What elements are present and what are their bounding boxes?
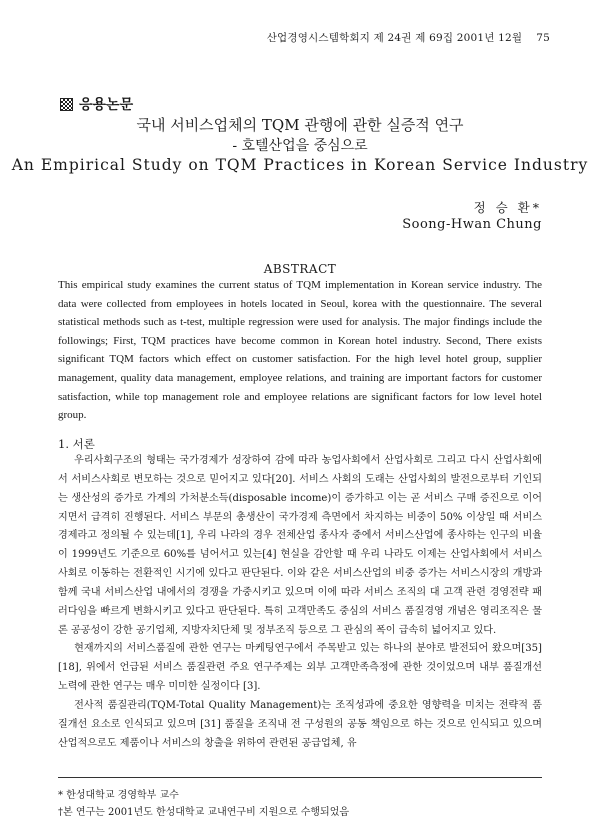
english-title: An Empirical Study on TQM Practices in Korean Service Industry (11, 156, 589, 174)
running-header (267, 30, 550, 45)
body-paragraph: 우리사회구조의 형태는 국가경제가 성장하여 감에 따라 농업사회에서 산업사회로 그리고 다시 산업사회에서 서비스사회로 변모하는 것으로 믿어지고 있다[20]. 서비스 사회의 도래는 산업사회의 발전으로부터 기인되는 생산성의 증가로 가계의 가처분소득(disposable income)이 증가하고 이는 곧 서비스 구매 증진으로 이어지면서 급격히 진행된다. 서비스 부문의 총생산이 국가경제 측면에서 차지하는 비중이 50% 이상일 때 서비스 경제라고 정의될 수 있는데[1], 우리 나라의 경우 전체산업 종사자 중에서 서비스산업에 종사하는 인구의 비율이 1999년도 기준으로 60%를 넘어서고 있는[4] 현실을 감안할 때 우리 나라도 이제는 산업사회에서 서비스사회로 이동하는 전환적인 시기에 있다고 판단된다. 이와 같은 서비스산업의 비중 증가는 서비스시장의 개방과 함께 국내 서비스산업 내에서의 경쟁을 가중시키고 있으며 이에 따라 서비스 조직의 대 고객 관련 경영전략 패러다임을 빠르게 변화시키고 있다고 판단된다. 특히 고객만족도 중심의 서비스 품질경영 개념은 영리조직은 물론 공공성이 강한 공기업체, 지방자치단체 및 정부조직 등으로 그 관심의 폭이 급속히 넓어지고 있다. (58, 455, 542, 636)
author-korean: 정 승 환* (473, 200, 542, 215)
author-english: Soong-Hwan Chung (402, 217, 542, 232)
body-paragraph: 전사적 품질관리(TQM-Total Quality Management)는 조직성과에 중요한 영향력을 미치는 전략적 품질개선 요소로 인식되고 있으며 [31] 품질을 조직내 전 구성원의 공동 책임으로 하는 것으로 인식되고 있으며 산업적으로도 제품이나 서비스의 창출을 위하여 관련된 공급업체, 유 (58, 699, 542, 749)
section-heading: 1. 서론 (58, 437, 95, 451)
abstract-text: This empirical study examines the current status of TQM implementation in Korean service industry. The data were collected from employees in hotels located in Seoul, korea with the questionnaire. The several statistical methods such as t-test, multiple regression were used for analysis. The major findings include the followings; First, TQM practices have become common in Korean hotel industry. Second, There exists significant TQM factors which effect on customer satisfaction. For the high level hotel group, supplier management, quality data management, employee relations, and training are important factors for customer satisfaction, while top management role and employee relations are significant factors for low level hotel group. (58, 279, 542, 422)
footnote-funding: †본 연구는 2001년도 한성대학교 교내연구비 지원으로 수행되었음 (58, 807, 350, 818)
footnote-divider (58, 777, 542, 778)
abstract-heading: ABSTRACT (263, 262, 337, 276)
body-paragraph: 현재까지의 서비스품질에 관한 연구는 마케팅연구에서 주목받고 있는 하나의 분야로 발전되어 왔으며[35][18], 위에서 언급된 서비스 품질관련 주요 연구주제는 외부 고객만족측정에 관한 것이었으며 내부 품질개선 노력에 관한 연구는 매우 미미한 실정이다 [3]. (58, 643, 542, 693)
korean-subtitle: - 호텔산업을 중심으로 (232, 138, 368, 154)
journal-info: 산업경영시스템학회지 제 24권 제 69집 2001년 12월 (266, 32, 523, 44)
section-tag-label: 응용논문 (79, 97, 134, 113)
body-text (58, 452, 542, 754)
footnote-affiliation: * 한성대학교 경영학부 교수 (58, 790, 179, 801)
korean-title: 국내 서비스업체의 TQM 관행에 관한 실증적 연구 (136, 116, 464, 134)
checkered-square-icon (60, 98, 73, 111)
section-tag (60, 94, 133, 114)
page-number: 75 (536, 32, 550, 44)
